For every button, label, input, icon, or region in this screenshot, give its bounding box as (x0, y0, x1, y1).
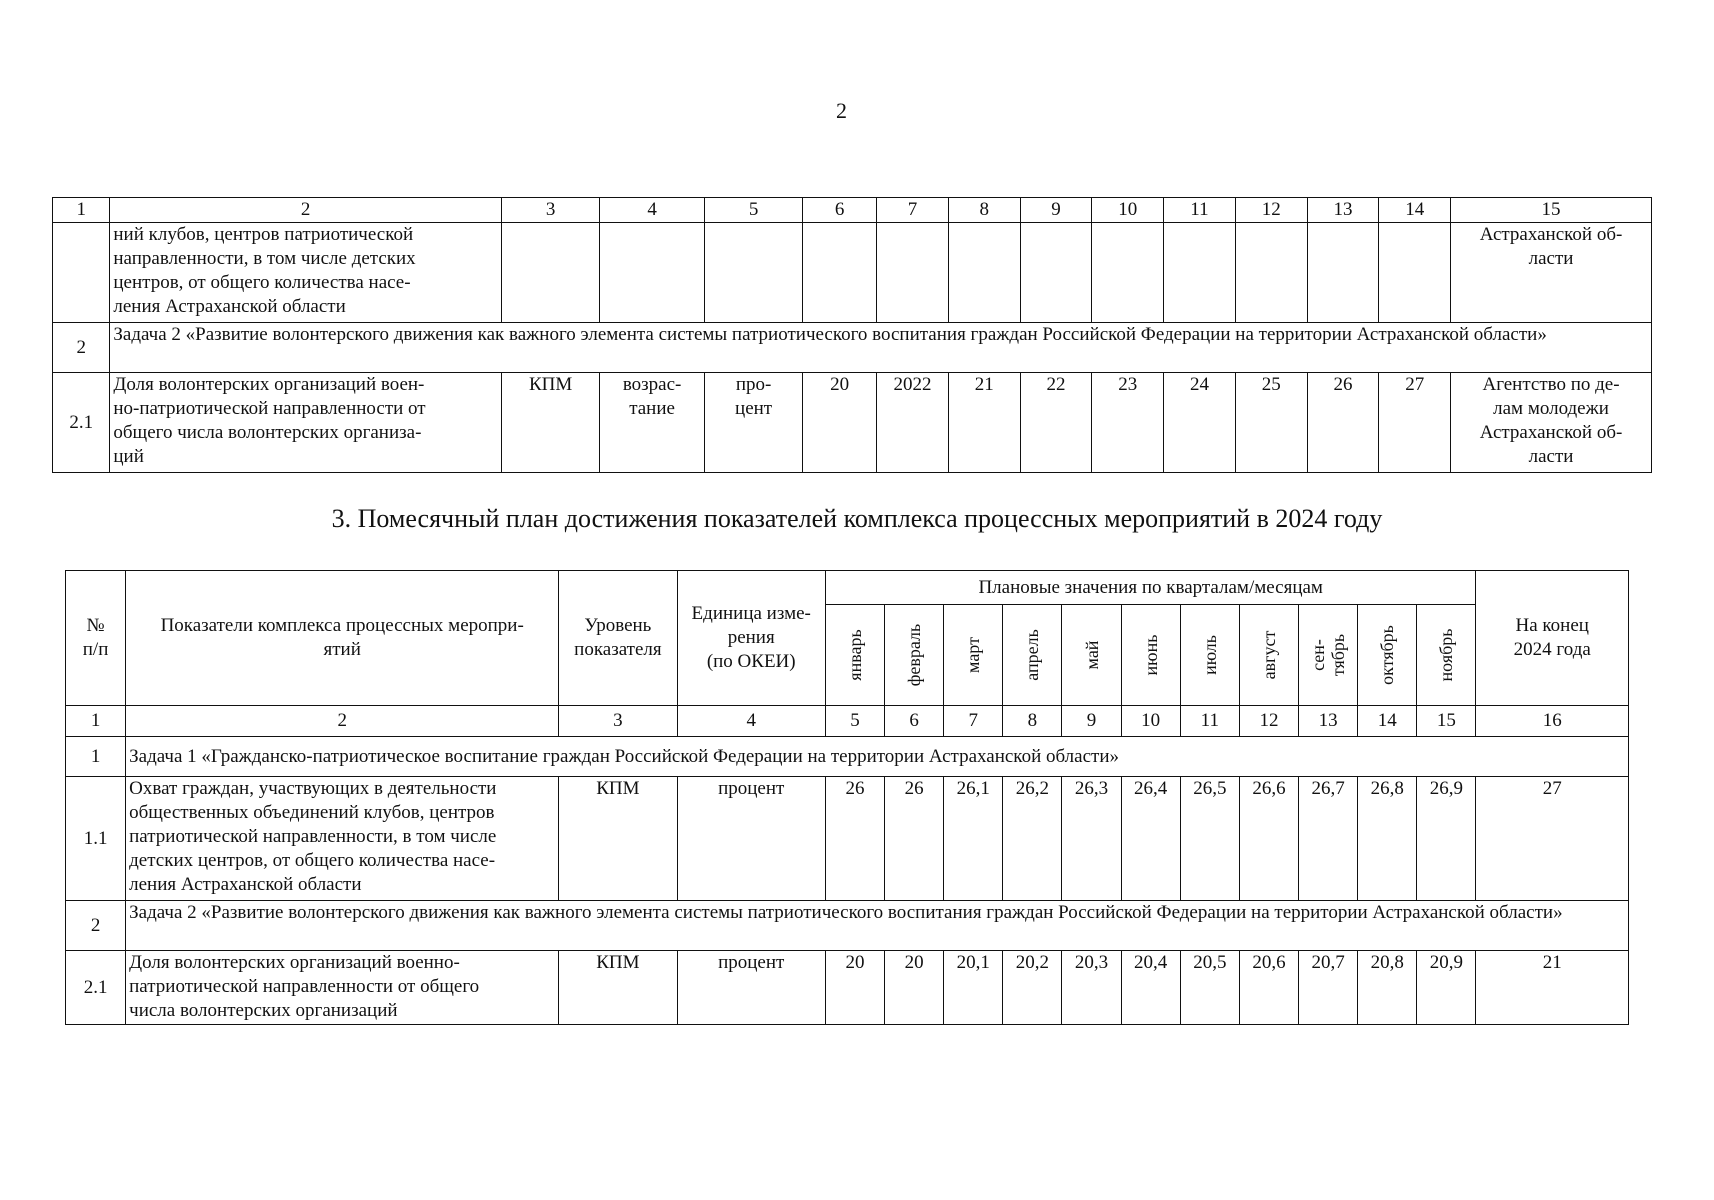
month-header: январь (825, 605, 884, 706)
col-number: 1 (53, 198, 110, 223)
base-year: 2022 (877, 373, 949, 473)
row-number: 1.1 (66, 777, 126, 901)
task-number: 2 (66, 901, 126, 951)
task-number: 1 (66, 737, 126, 777)
page-number: 2 (836, 98, 847, 123)
col-number: 4 (677, 706, 825, 737)
year-value: 26 (1307, 373, 1379, 473)
month-value: 20,8 (1358, 951, 1417, 1025)
indicator-unit: процент (677, 777, 825, 901)
month-header: март (944, 605, 1003, 706)
month-value: 26,7 (1299, 777, 1358, 901)
responsible: Астраханской об- ласти (1451, 223, 1652, 323)
month-value: 26,9 (1417, 777, 1476, 901)
month-value: 26,4 (1121, 777, 1180, 901)
col-number: 5 (825, 706, 884, 737)
col-number: 4 (600, 198, 705, 223)
col-number: 12 (1239, 706, 1298, 737)
task-text: Задача 2 «Развитие волонтерского движения как важного элемента системы патриотического воспитания граждан Российской Федерации на территории Астраханской области» (110, 323, 1652, 373)
col-number: 9 (1062, 706, 1121, 737)
indicator-name: Охват граждан, участвующих в деятельности общественных объединений клубов, центров патриотической направленности, в том числе детских центров, от общего количества насе- ления Астраханской области (126, 777, 559, 901)
month-value: 20,5 (1180, 951, 1239, 1025)
month-header: август (1239, 605, 1298, 706)
indicator-unit: процент (677, 951, 825, 1025)
col-number: 15 (1417, 706, 1476, 737)
indicator-level: КПМ (559, 777, 677, 901)
month-value: 20 (885, 951, 944, 1025)
col-number: 1 (66, 706, 126, 737)
table-row (53, 373, 1652, 473)
year-value: 24 (1164, 373, 1236, 473)
col-number: 14 (1379, 198, 1451, 223)
col-number: 10 (1092, 198, 1164, 223)
indicator-name: ний клубов, центров патриотической направленности, в том числе детских центров, от общего количества насе- ления Астраханской области (110, 223, 502, 323)
month-value: 20,4 (1121, 951, 1180, 1025)
month-header: октябрь (1358, 605, 1417, 706)
year-value: 21 (948, 373, 1020, 473)
month-value: 26 (885, 777, 944, 901)
year-value: 22 (1020, 373, 1092, 473)
col-number: 7 (877, 198, 949, 223)
month-value: 20,7 (1299, 951, 1358, 1025)
col-number: 14 (1358, 706, 1417, 737)
col-number: 6 (803, 198, 877, 223)
month-header: июль (1180, 605, 1239, 706)
month-value: 26,1 (944, 777, 1003, 901)
month-value: 26,5 (1180, 777, 1239, 901)
month-value: 26,2 (1003, 777, 1062, 901)
col-number: 11 (1164, 198, 1236, 223)
row-number: 2.1 (66, 951, 126, 1025)
task-row (53, 323, 1652, 373)
task-row (66, 737, 1629, 777)
end-of-year-value: 27 (1476, 777, 1629, 901)
task-text: Задача 1 «Гражданско-патриотическое воспитание граждан Российской Федерации на территории Астраханской области» (126, 737, 1629, 777)
section-title: 3. Помесячный план достижения показателей комплекса процессных мероприятий в 2024 году (331, 504, 1383, 533)
month-value: 26 (825, 777, 884, 901)
month-header: февраль (885, 605, 944, 706)
table-row (53, 223, 1652, 323)
column-number-row (53, 198, 1652, 223)
col-number: 2 (126, 706, 559, 737)
header-level: Уровень показателя (559, 571, 677, 706)
col-number: 13 (1307, 198, 1379, 223)
task-row (66, 901, 1629, 951)
indicator-name: Доля волонтерских организаций военно- патриотической направленности от общего числа волонтерских организаций (126, 951, 559, 1025)
col-number: 13 (1299, 706, 1358, 737)
task-number: 2 (53, 323, 110, 373)
base-value: 20 (803, 373, 877, 473)
header-unit: Единица изме- рения (по ОКЕИ) (677, 571, 825, 706)
indicator-name: Доля волонтерских организаций воен- но-патриотической направленности от общего числа волонтерских организа- ций (110, 373, 502, 473)
month-header: июнь (1121, 605, 1180, 706)
col-number: 8 (1003, 706, 1062, 737)
month-value: 20,6 (1239, 951, 1298, 1025)
indicator-trend: возрас- тание (600, 373, 705, 473)
month-value: 20,9 (1417, 951, 1476, 1025)
indicators-table-continued (52, 197, 1652, 473)
row-number: 2.1 (53, 373, 110, 473)
table-row (66, 951, 1629, 1025)
col-number: 12 (1235, 198, 1307, 223)
col-number: 15 (1451, 198, 1652, 223)
month-header: май (1062, 605, 1121, 706)
col-number: 7 (944, 706, 1003, 737)
header-planned: Плановые значения по кварталам/месяцам (825, 571, 1476, 605)
indicator-unit: про- цент (704, 373, 802, 473)
year-value: 27 (1379, 373, 1451, 473)
month-value: 26,3 (1062, 777, 1121, 901)
month-value: 20,2 (1003, 951, 1062, 1025)
year-value: 23 (1092, 373, 1164, 473)
monthly-plan-table (65, 570, 1629, 1025)
col-number: 11 (1180, 706, 1239, 737)
indicator-level: КПМ (501, 373, 599, 473)
col-number: 9 (1020, 198, 1092, 223)
responsible: Агентство по де- лам молодежи Астраханской об- ласти (1451, 373, 1652, 473)
month-header: ноябрь (1417, 605, 1476, 706)
month-value: 20,3 (1062, 951, 1121, 1025)
col-number: 2 (110, 198, 502, 223)
header-row (66, 571, 1629, 605)
col-number: 6 (885, 706, 944, 737)
month-value: 20,1 (944, 951, 1003, 1025)
indicator-level: КПМ (559, 951, 677, 1025)
month-header: апрель (1003, 605, 1062, 706)
month-header: сен- тябрь (1299, 605, 1358, 706)
col-number: 3 (501, 198, 599, 223)
header-indicators: Показатели комплекса процессных меропри- ятий (126, 571, 559, 706)
col-number: 5 (704, 198, 802, 223)
header-end-of-year: На конец 2024 года (1476, 571, 1629, 706)
month-value: 26,6 (1239, 777, 1298, 901)
header-num: № п/п (66, 571, 126, 706)
col-number: 16 (1476, 706, 1629, 737)
month-value: 20 (825, 951, 884, 1025)
col-number: 3 (559, 706, 677, 737)
month-value: 26,8 (1358, 777, 1417, 901)
col-number: 8 (948, 198, 1020, 223)
year-value: 25 (1235, 373, 1307, 473)
col-number: 10 (1121, 706, 1180, 737)
column-number-row (66, 706, 1629, 737)
task-text: Задача 2 «Развитие волонтерского движения как важного элемента системы патриотического воспитания граждан Российской Федерации на территории Астраханской области» (126, 901, 1629, 951)
table-row (66, 777, 1629, 901)
end-of-year-value: 21 (1476, 951, 1629, 1025)
